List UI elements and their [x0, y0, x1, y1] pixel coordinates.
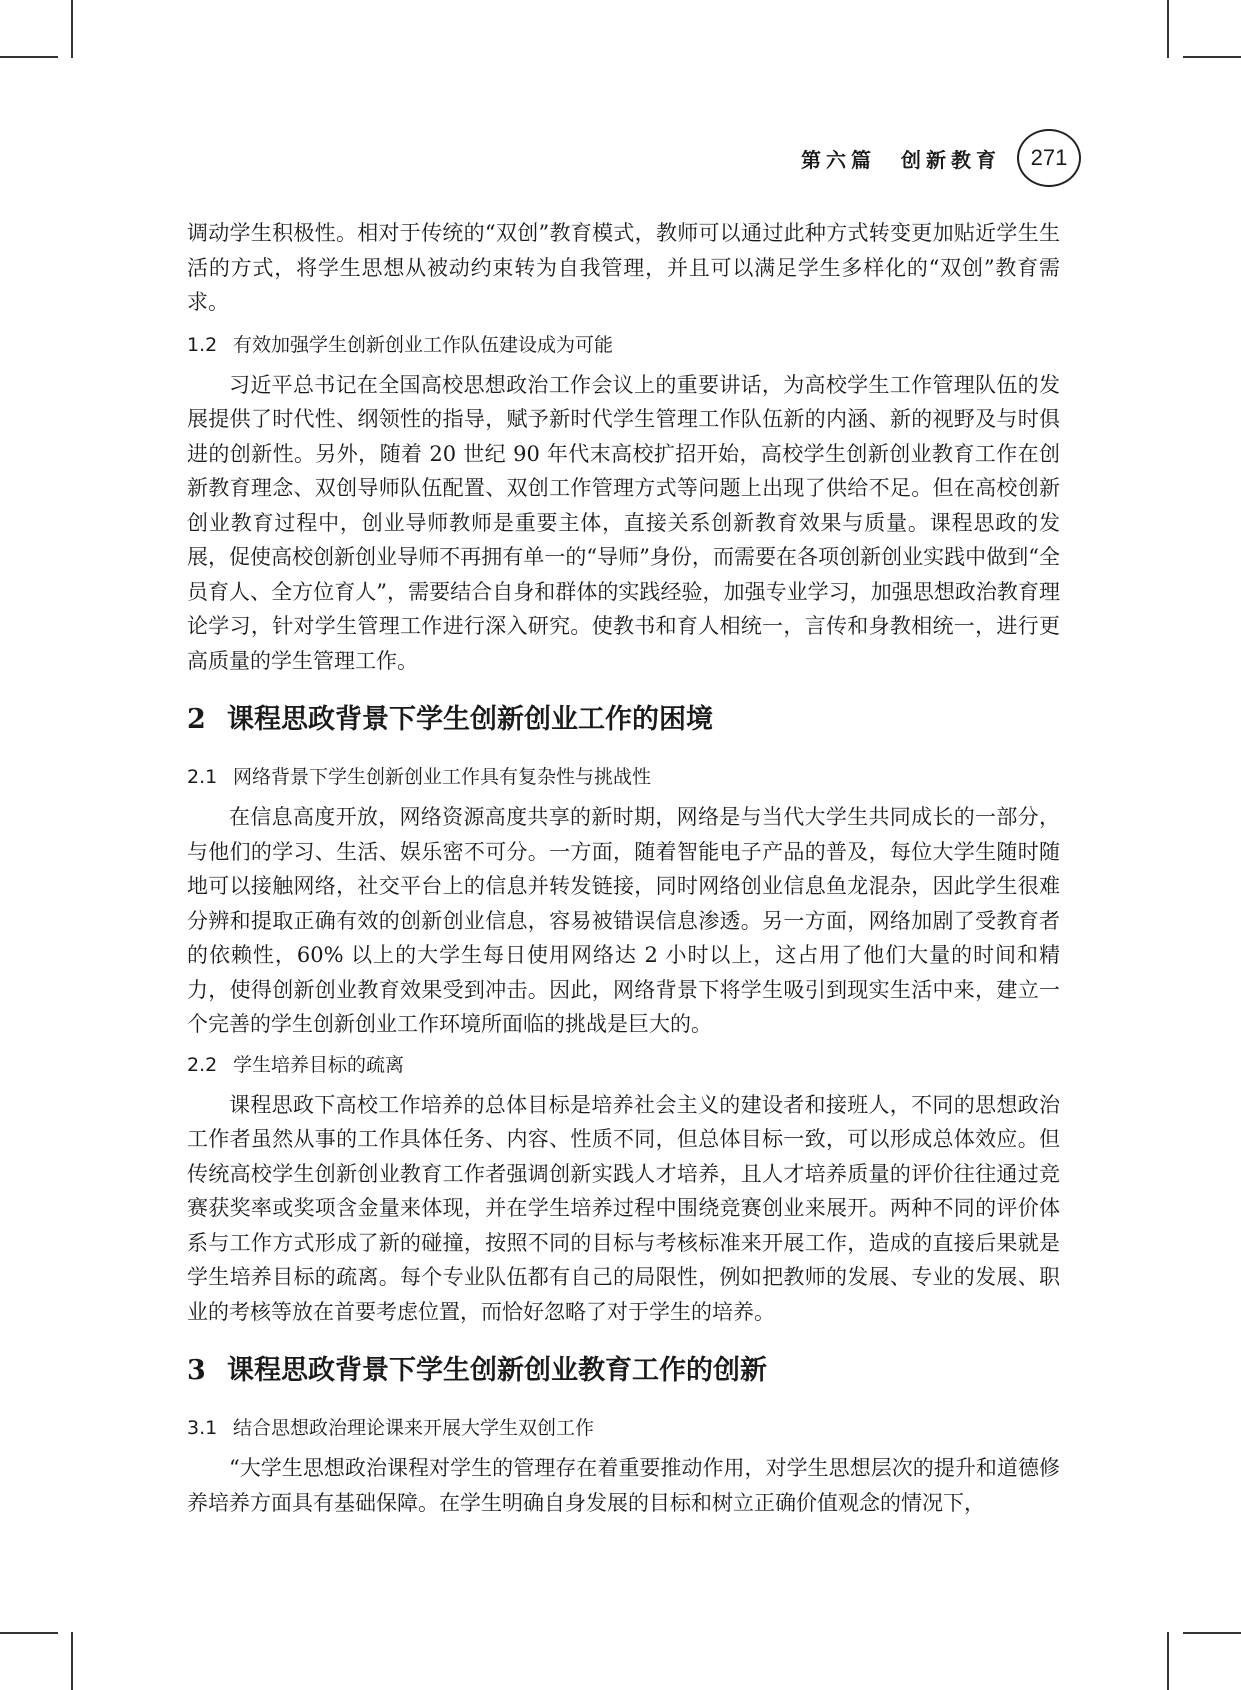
subsection-title: 网络背景下学生创新创业工作具有复杂性与挑战性	[233, 766, 652, 788]
section-number: 2	[187, 704, 206, 735]
section-title: 课程思政背景下学生创新创业工作的困境	[227, 704, 713, 735]
subsection-title: 学生培养目标的疏离	[233, 1053, 405, 1076]
crop-mark-bottom-left-v	[71, 1632, 73, 1690]
paragraph-1-2: 习近平总书记在全国高校思想政治工作会议上的重要讲话，为高校学生工作管理队伍的发展提供了时代性、纲领性的指导，赋予新时代学生管理工作队伍新的内涵、新的视野及与时俱进的创新性。另外，随着 20 世纪 90 年代末高校扩招开始，高校学生创新创业教育工作在创新教育理念、双创导师队伍配置、双创工作管理方式等问题上出现了供给不足。但在高校创新创业教育过程中，创业导师教师是重要主体，直接关系创新教育效果与质量。课程思政的发展，促使高校创新创业导师不再拥有单一的“导师”身份，而需要在各项创新创业实践中做到“全员育人、全方位育人”，需要结合自身和群体的实践经验，加强专业学习，加强思想政治教育理论学习，针对学生管理工作进行深入研究。使教书和育人相统一，言传和身教相统一，进行更高质量的学生管理工作。	[187, 372, 1060, 673]
section-number: 3	[187, 1355, 206, 1386]
section-title: 课程思政背景下学生创新创业教育工作的创新	[227, 1355, 767, 1386]
subsection-number: 3.1	[187, 1417, 218, 1439]
section-heading-3	[187, 1345, 1060, 1397]
subsection-heading-1-2	[187, 322, 1060, 368]
section-heading-2	[187, 694, 1060, 746]
page-content	[187, 216, 1060, 1520]
subsection-number: 2.1	[187, 766, 218, 788]
crop-mark-bottom-right-v	[1167, 1632, 1169, 1690]
paragraph-3-1: “大学生思想政治课程对学生的管理存在着重要推动作用，对学生思想层次的提升和道德修养培养方面具有基础保障。在学生明确自身发展的目标和树立正确价值观念的情况下，	[187, 1456, 1060, 1515]
subsection-number: 2.2	[187, 1053, 218, 1076]
page-number: 271	[1017, 129, 1081, 187]
crop-mark-top-right-v	[1167, 0, 1169, 58]
subsection-title: 有效加强学生创新创业工作队伍建设成为可能	[233, 333, 614, 356]
subsection-heading-2-2	[187, 1042, 1060, 1088]
subsection-number: 1.2	[187, 333, 218, 356]
header-section-title: 第六篇 创新教育	[801, 147, 1001, 172]
paragraph-intro: 调动学生积极性。相对于传统的“双创”教育模式，教师可以通过此种方式转变更加贴近学生生活的方式，将学生思想从被动约束转为自我管理，并且可以满足学生多样化的“双创”教育需求。	[187, 221, 1060, 314]
crop-mark-top-right-h	[1183, 56, 1241, 58]
subsection-heading-2-1	[187, 754, 1060, 800]
crop-mark-bottom-right-h	[1183, 1632, 1241, 1634]
crop-mark-top-left-v	[71, 0, 73, 58]
paragraph-2-2: 课程思政下高校工作培养的总体目标是培养社会主义的建设者和接班人，不同的思想政治工作者虽然从事的工作具体任务、内容、性质不同，但总体目标一致，可以形成总体效应。但传统高校学生创新创业教育工作者强调创新实践人才培养，且人才培养质量的评价往往通过竞赛获奖率或奖项含金量来体现，并在学生培养过程中围绕竞赛创业来展开。两种不同的评价体系与工作方式形成了新的碰撞，按照不同的目标与考核标准来开展工作，造成的直接后果就是学生培养目标的疏离。每个专业队伍都有自己的局限性，例如把教师的发展、专业的发展、职业的考核等放在首要考虑位置，而恰好忽略了对于学生的培养。	[187, 1092, 1060, 1324]
running-header	[801, 133, 1081, 183]
crop-mark-top-left-h	[0, 56, 58, 58]
subsection-title: 结合思想政治理论课来开展大学生双创工作	[233, 1417, 595, 1439]
subsection-heading-3-1	[187, 1405, 1060, 1451]
crop-mark-bottom-left-h	[0, 1632, 58, 1634]
paragraph-2-1: 在信息高度开放，网络资源高度共享的新时期，网络是与当代大学生共同成长的一部分，与他们的学习、生活、娱乐密不可分。一方面，随着智能电子产品的普及，每位大学生随时随地可以接触网络，社交平台上的信息并转发链接，同时网络创业信息鱼龙混杂，因此学生很难分辨和提取正确有效的创新创业信息，容易被错误信息渗透。另一方面，网络加剧了受教育者的依赖性，60% 以上的大学生每日使用网络达 2 小时以上，这占用了他们大量的时间和精力，使得创新创业教育效果受到冲击。因此，网络背景下将学生吸引到现实生活中来，建立一个完善的学生创新创业工作环境所面临的挑战是巨大的。	[187, 805, 1060, 1036]
